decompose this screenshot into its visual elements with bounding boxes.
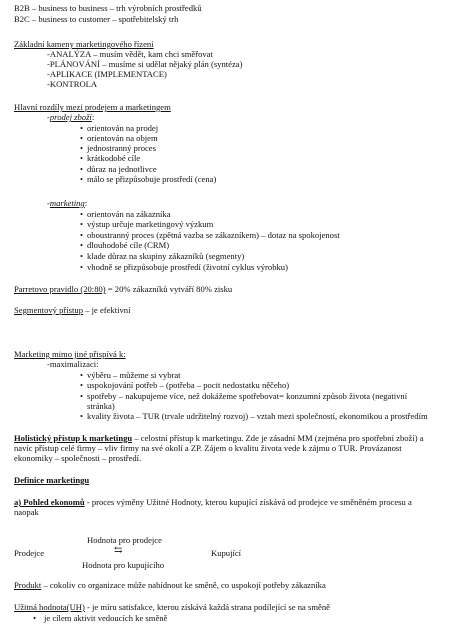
list-item-text: oboustranný proces (zpětná vazba se zákazníkem) – dotaz na spokojenost bbox=[87, 230, 340, 240]
list-item bbox=[80, 230, 340, 240]
uzitna-label: Užitná hodnota(UH) bbox=[14, 602, 85, 612]
bullet-icon: • bbox=[80, 230, 84, 240]
list-item-text: jednostranný proces bbox=[87, 143, 156, 153]
list-item bbox=[80, 164, 157, 174]
segment-label: Segmentový přístup bbox=[14, 305, 83, 315]
produkt-line bbox=[14, 580, 326, 590]
list-item bbox=[80, 240, 169, 250]
holisticky-line1 bbox=[14, 433, 424, 443]
list-item-text: orientován na objem bbox=[87, 133, 158, 143]
bullet-icon: • bbox=[80, 133, 84, 143]
list-item-text: kvality života – TUR (trvale udržitelný rozvoj) – vztah mezi společností, ekonomikou a prostředím bbox=[87, 411, 428, 421]
segment-line bbox=[14, 305, 131, 315]
bullet-icon: • bbox=[80, 240, 84, 250]
list-item-continuation: stránka) bbox=[87, 401, 115, 411]
segment-text: – je efektivní bbox=[83, 305, 131, 315]
intro-b2c: B2C – business to customer – spotřebitelský trh bbox=[14, 14, 179, 24]
bullet-icon: • bbox=[80, 370, 84, 380]
bullet-icon: • bbox=[80, 164, 84, 174]
list-item-text: málo se přizpůsobuje prostředí (cena) bbox=[87, 174, 217, 184]
diagram-right-label: Kupující bbox=[211, 548, 242, 558]
section-title-zakladni: Základní kameny marketingového řízení bbox=[14, 39, 154, 49]
list-item-text: klade důraz na skupiny zákazníků (segmenty) bbox=[87, 251, 245, 261]
list-item-text: orientován na zákazníka bbox=[87, 209, 171, 219]
bullet-icon: • bbox=[80, 391, 84, 401]
zakladni-item-planovani: -PLÁNOVÁNÍ – musíme si udělat nějaký plán (syntéza) bbox=[47, 59, 243, 69]
bullet-icon: • bbox=[80, 174, 84, 184]
list-item bbox=[80, 143, 156, 153]
pohled-text1: - proces výměny Užitné Hodnoty, kterou kupující získává od prodejce ve směněném procesu a bbox=[84, 497, 412, 507]
bullet-icon: • bbox=[80, 153, 84, 163]
section-title-mimo: Marketing mimo jiné přispívá k: bbox=[14, 349, 126, 359]
list-item-text: dlouhodobé cíle (CRM) bbox=[87, 240, 170, 250]
bullet-icon: • bbox=[80, 262, 84, 272]
list-item bbox=[80, 219, 213, 229]
mimo-sub: -maximalizaci: bbox=[47, 359, 99, 369]
pohled-label: a) Pohled ekonomů bbox=[14, 497, 85, 507]
list-item bbox=[80, 380, 289, 390]
holisticky-text1: – celostní přístup k marketingu. Zde je zásadní MM (zejména pro spotřební zboží) a bbox=[132, 433, 424, 443]
list-item bbox=[80, 391, 407, 401]
zakladni-item-kontrola: -KONTROLA bbox=[47, 79, 98, 89]
bullet-icon: • bbox=[80, 143, 84, 153]
list-item-text: uspokojování potřeb – (potřeba – pocit nedostatku něčeho) bbox=[87, 380, 290, 390]
list-item-text: orientován na prodej bbox=[87, 123, 159, 133]
list-item-text: krátkodobé cíle bbox=[87, 153, 141, 163]
exchange-arrows-icon: ⇆ bbox=[114, 545, 123, 556]
produkt-label: Produkt bbox=[14, 580, 42, 590]
intro-b2b: B2B – business to business – trh výrobních prostředků bbox=[14, 3, 202, 13]
section-title-rozdily: Hlavní rozdíly mezi prodejem a marketingem bbox=[14, 102, 171, 112]
list-item bbox=[33, 613, 167, 623]
marketing-suffix: : bbox=[84, 198, 88, 208]
bullet-icon: • bbox=[33, 613, 37, 623]
pohled-line2: naopak bbox=[14, 507, 39, 517]
list-item-text: vhodně se přizpůsobuje prostředí (životní cyklus výrobku) bbox=[87, 262, 288, 272]
marketing-label: marketing bbox=[49, 198, 85, 208]
bullet-icon: • bbox=[80, 411, 84, 421]
list-item-text: důraz na jednotlivce bbox=[87, 164, 157, 174]
list-item bbox=[80, 209, 171, 219]
bullet-icon: • bbox=[80, 380, 84, 390]
produkt-text: – cokoliv co organizace může nabídnout ke směně, co uspokojí potřeby zákazníka bbox=[41, 580, 326, 590]
diagram-top-label: Hodnota pro prodejce bbox=[87, 535, 162, 545]
holisticky-label: Holistický přístup k marketingu bbox=[14, 433, 133, 443]
list-item-text: výběru – můžeme si vybrat bbox=[87, 370, 181, 380]
section-title-definice: Definice marketingu bbox=[14, 475, 90, 485]
pohled-line1 bbox=[14, 497, 412, 507]
prodej-label: prodej zboží bbox=[49, 112, 92, 122]
bullet-icon: • bbox=[80, 219, 84, 229]
marketing-heading bbox=[47, 198, 87, 208]
list-item bbox=[80, 370, 181, 380]
uzitna-text: - je míru satisfakce, kterou získává každá strana podílející se na směně bbox=[84, 602, 330, 612]
list-item bbox=[80, 262, 288, 272]
list-item-text: spotřeby – nakupujeme více, než dokážeme spotřebovat= konzumní způsob života (negativní bbox=[87, 391, 408, 401]
uzitna-line bbox=[14, 602, 330, 612]
pareto-text: = 20% zákazníků vytváří 80% zisku bbox=[105, 284, 233, 294]
list-item-text: je cílem aktivit vedoucích ke směně bbox=[44, 613, 168, 623]
list-item bbox=[80, 123, 158, 133]
zakladni-item-aplikace: -APLIKACE (IMPLEMENTACE) bbox=[47, 69, 167, 79]
bullet-icon: • bbox=[80, 251, 84, 261]
list-item bbox=[80, 411, 428, 421]
list-item bbox=[80, 153, 140, 163]
prodej-prefix: - bbox=[47, 112, 50, 122]
marketing-prefix: - bbox=[47, 198, 50, 208]
zakladni-item-analyza: -ANALÝZA – musím vědět, kam chci směřovat bbox=[47, 49, 213, 59]
pareto-line bbox=[14, 284, 232, 294]
prodej-suffix: : bbox=[91, 112, 95, 122]
list-item-text: výstup určuje marketingový výzkum bbox=[87, 219, 214, 229]
holisticky-line3: ekonomiky – společnosti – prostředí. bbox=[14, 453, 142, 463]
bullet-icon: • bbox=[80, 209, 84, 219]
list-item bbox=[80, 251, 244, 261]
diagram-bottom-label: Hodnota pro kupujícího bbox=[82, 560, 165, 570]
holisticky-line2: navíc přístup celé firmy – vliv firmy na své okolí a ZP. Zájem o kvalitu života vede k zájmu o TUR. Provázanost bbox=[14, 443, 402, 453]
list-item bbox=[80, 133, 158, 143]
diagram-left-label: Prodejce bbox=[14, 548, 45, 558]
prodej-heading bbox=[47, 112, 94, 122]
list-item bbox=[80, 174, 216, 184]
pareto-label: Parretovo pravidlo (20:80) bbox=[14, 284, 106, 294]
bullet-icon: • bbox=[80, 123, 84, 133]
